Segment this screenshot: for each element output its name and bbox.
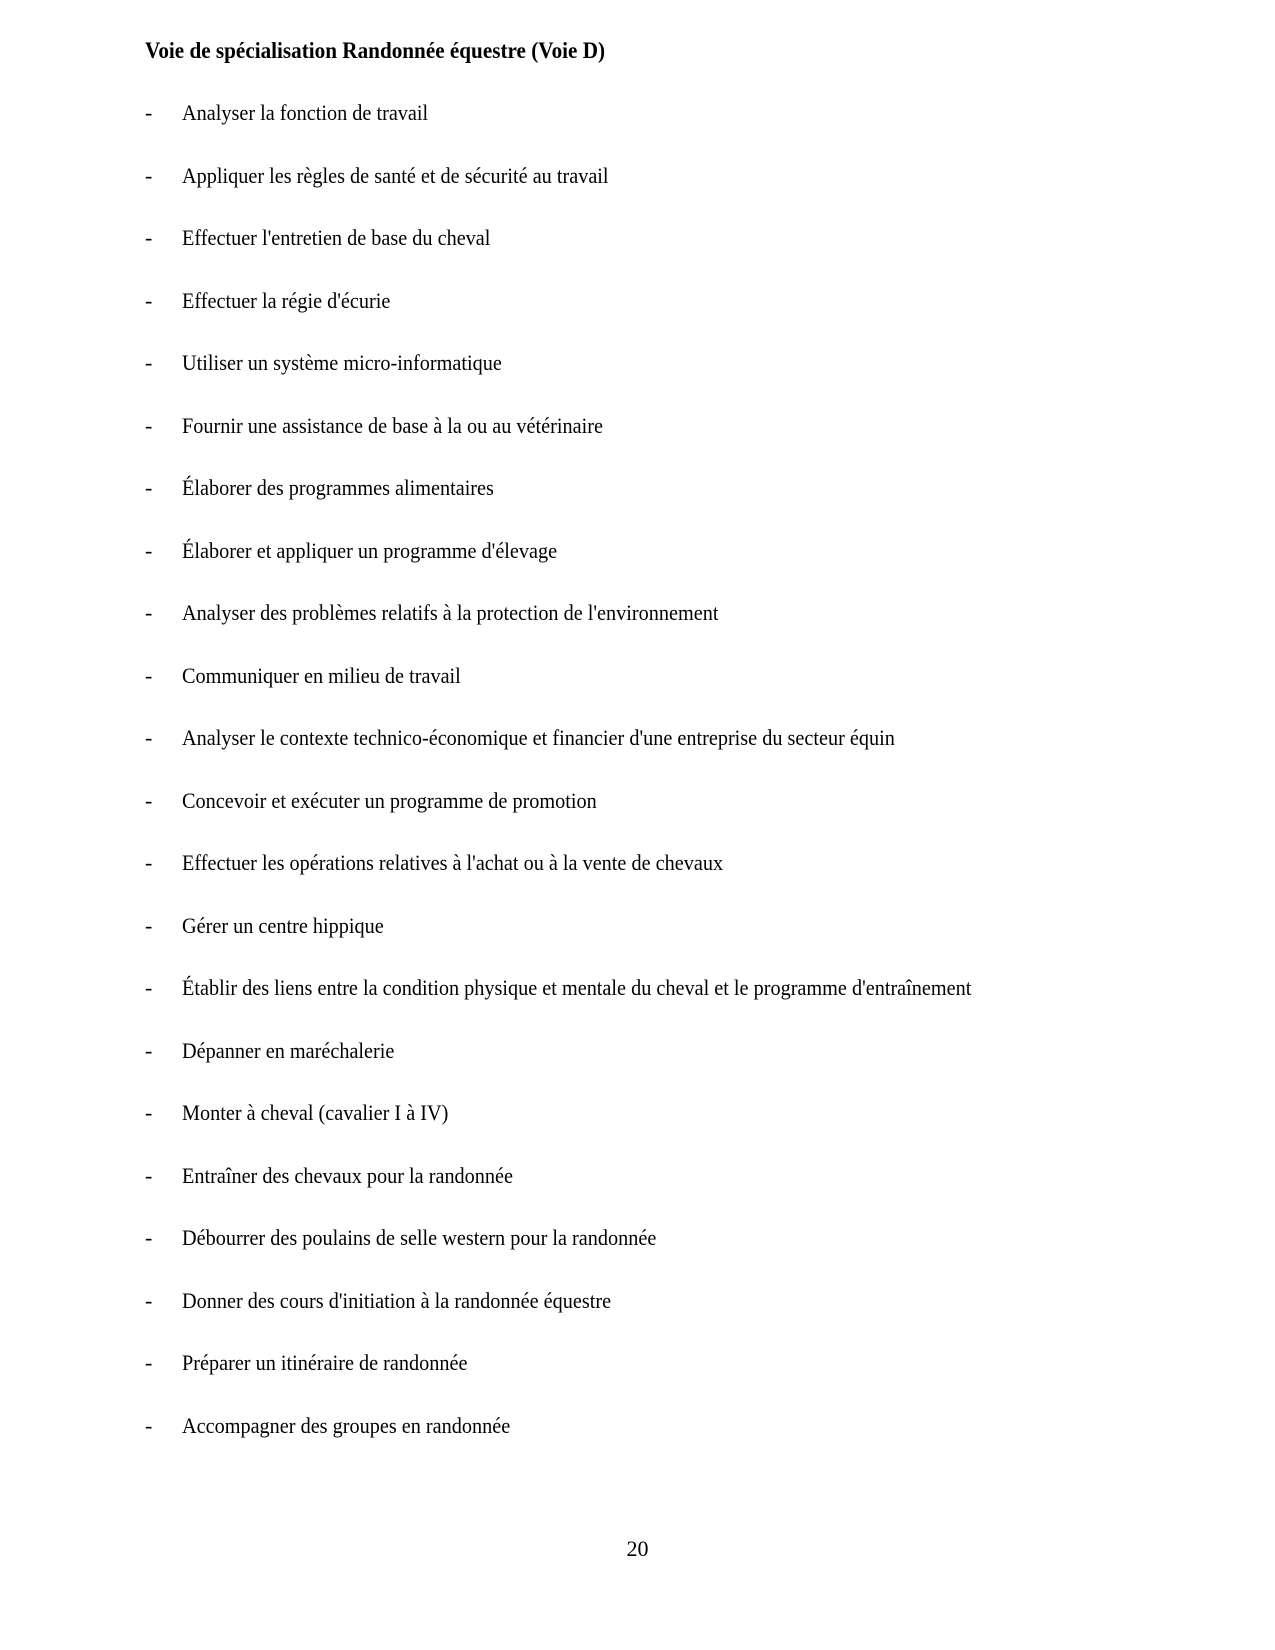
list-item-text: Débourrer des poulains de selle western pour la randonnée: [182, 1225, 657, 1250]
list-item: [145, 1350, 1040, 1413]
list-item: [145, 1163, 1040, 1226]
list-item-text: Effectuer l'entretien de base du cheval: [182, 225, 491, 250]
bullet-dash: -: [145, 1100, 153, 1125]
bullet-dash: -: [145, 912, 153, 938]
list-item: [145, 288, 1040, 351]
list-item: [145, 1413, 1040, 1476]
list-item-text: Entraîner des chevaux pour la randonnée: [182, 1162, 514, 1188]
bullet-dash: -: [145, 1287, 153, 1313]
list-item: [145, 1038, 1040, 1101]
bullet-dash: -: [145, 787, 153, 813]
list-item-text: Établir des liens entre la condition physique et mentale du cheval et le programme d'entraînement: [182, 975, 972, 1000]
list-item: [145, 1100, 1040, 1163]
list-item: [145, 163, 1040, 226]
list-item: [145, 1288, 1040, 1351]
list-item-text: Donner des cours d'initiation à la randonnée équestre: [182, 1287, 612, 1313]
page-number: 20: [626, 1536, 649, 1561]
list-item-text: Dépanner en maréchalerie: [182, 1037, 395, 1063]
list-item-text: Concevoir et exécuter un programme de promotion: [182, 787, 597, 813]
list-item-text: Monter à cheval (cavalier I à IV): [182, 1100, 449, 1125]
list-item: [145, 850, 1040, 913]
bullet-dash: -: [145, 225, 153, 250]
list-item-text: Préparer un itinéraire de randonnée: [182, 1350, 468, 1375]
page-title-text: Voie de spécialisation Randonnée équestre (Voie D): [145, 38, 606, 63]
list-item: [145, 600, 1040, 663]
list-item: [145, 725, 1040, 788]
list-item-text: Analyser des problèmes relatifs à la protection de l'environnement: [182, 600, 719, 625]
list-item-text: Fournir une assistance de base à la ou au vétérinaire: [182, 412, 603, 438]
list-item-text: Effectuer la régie d'écurie: [182, 287, 391, 313]
list-item: [145, 1225, 1040, 1288]
bullet-dash: -: [145, 850, 153, 875]
list-item: [145, 100, 1040, 163]
list-item-text: Appliquer les règles de santé et de sécurité au travail: [182, 162, 609, 188]
bullet-dash: -: [145, 662, 153, 688]
bullet-dash: -: [145, 1412, 153, 1438]
bullet-dash: -: [145, 162, 153, 188]
bullet-dash: -: [145, 1225, 153, 1250]
skill-list: [145, 100, 1040, 1475]
bullet-dash: -: [145, 287, 153, 313]
bullet-dash: -: [145, 537, 153, 563]
list-item: [145, 350, 1040, 413]
bullet-dash: -: [145, 1037, 153, 1063]
list-item: [145, 413, 1040, 476]
list-item: [145, 663, 1040, 726]
bullet-dash: -: [145, 600, 153, 625]
bullet-dash: -: [145, 412, 153, 438]
list-item: [145, 475, 1040, 538]
page-title: [145, 37, 645, 64]
list-item: [145, 538, 1040, 601]
list-item: [145, 788, 1040, 851]
bullet-dash: -: [145, 475, 153, 500]
list-item-text: Analyser le contexte technico-économique et financier d'une entreprise du secteur équin: [182, 725, 895, 750]
list-item-text: Élaborer et appliquer un programme d'élevage: [182, 537, 558, 563]
list-item: [145, 913, 1040, 976]
list-item-text: Utiliser un système micro-informatique: [182, 350, 502, 375]
list-item-text: Effectuer les opérations relatives à l'achat ou à la vente de chevaux: [182, 850, 724, 875]
bullet-dash: -: [145, 975, 153, 1000]
bullet-dash: -: [145, 1162, 153, 1188]
list-item-text: Analyser la fonction de travail: [182, 100, 429, 125]
list-item-text: Gérer un centre hippique: [182, 912, 384, 938]
list-item-text: Élaborer des programmes alimentaires: [182, 475, 494, 500]
list-item-text: Communiquer en milieu de travail: [182, 662, 461, 688]
list-item: [145, 225, 1040, 288]
bullet-dash: -: [145, 350, 153, 375]
bullet-dash: -: [145, 100, 153, 125]
bullet-dash: -: [145, 725, 153, 750]
list-item-text: Accompagner des groupes en randonnée: [182, 1412, 511, 1438]
list-item: [145, 975, 1040, 1038]
bullet-dash: -: [145, 1350, 153, 1375]
